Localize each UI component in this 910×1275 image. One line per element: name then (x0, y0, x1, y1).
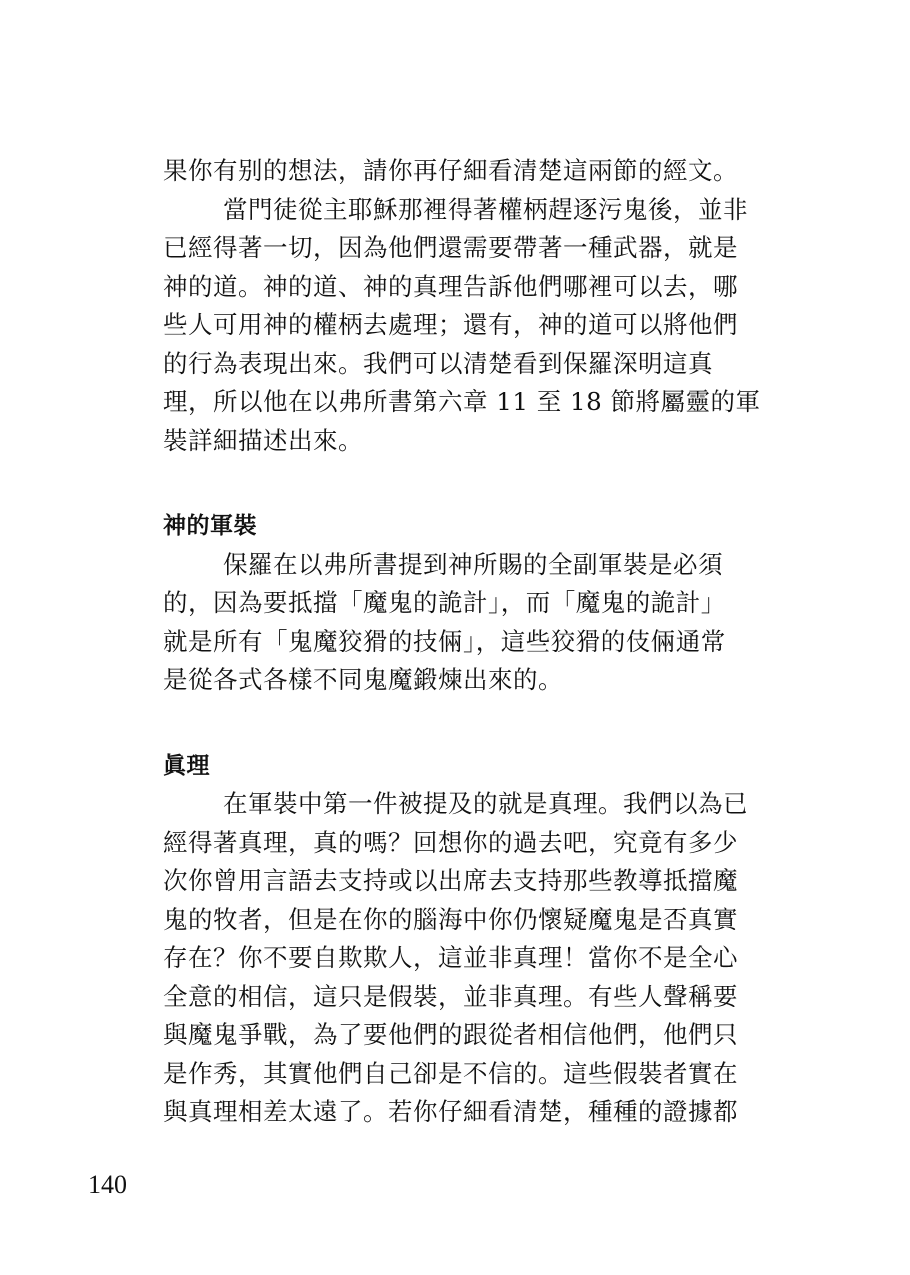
paragraph-line: 經得著真理，真的嗎？回想你的過去吧，究竟有多少 (163, 827, 738, 857)
paragraph-line: 鬼的牧者，但是在你的腦海中你仍懷疑魔鬼是否真實 (163, 904, 738, 934)
paragraph-line: 的，因為要抵擋「魔鬼的詭計」，而「魔鬼的詭計」 (163, 588, 726, 617)
paragraph-line: 理，所以他在以弗所書第六章 11 至 18 節將屬靈的軍 (163, 387, 761, 416)
section-heading-armor: 神的軍裝 (163, 513, 257, 539)
paragraph-line: 全意的相信，這只是假裝，並非真理。有些人聲稱要 (163, 981, 738, 1011)
paragraph-line: 已經得著一切，因為他們還需要帶著一種武器，就是 (163, 233, 738, 262)
paragraph-line: 當門徒從主耶穌那裡得著權柄趕逐污鬼後，並非 (223, 194, 748, 224)
paragraph-line: 與真理相差太遠了。若你仔細看清楚，種種的證據都 (163, 1097, 738, 1126)
section-spacer (163, 700, 753, 747)
section-heading-truth: 眞理 (163, 752, 210, 779)
paragraph-line: 是作秀，其實他們自己卻是不信的。這些假裝者實在 (163, 1058, 738, 1088)
paragraph-line: 存在？你不要自欺欺人，這並非真理！當你不是全心 (163, 943, 738, 972)
page-body (163, 152, 761, 1132)
paragraph-line: 保羅在以弗所書提到神所賜的全副軍裝是必須 (223, 549, 723, 579)
paragraph-line: 的行為表現出來。我們可以清楚看到保羅深明這真 (163, 348, 713, 378)
paragraph-line: 在軍裝中第一件被提及的就是真理。我們以為已 (223, 789, 748, 818)
paragraph-line: 些人可用神的權柄去處理；還有，神的道可以將他們 (163, 310, 738, 339)
paragraph-line: 與魔鬼爭戰，為了要他們的跟從者相信他們，他們只 (163, 1020, 738, 1049)
paragraph-line: 果你有别的想法，請你再仔細看清楚這兩節的經文。 (163, 156, 738, 185)
paragraph-line: 次你曾用言語去支持或以出席去支持那些教導抵擋魔 (163, 866, 738, 895)
page-number: 140 (88, 1170, 127, 1199)
paragraph-line: 裝詳細描述出來。 (163, 425, 363, 455)
paragraph-line: 神的道。神的道、神的真理告訴他們哪裡可以去，哪 (163, 271, 738, 301)
paragraph-line: 是從各式各樣不同鬼魔鍛煉出來的。 (163, 665, 563, 694)
paragraph-line: 就是所有「鬼魔狡猾的技倆」，這些狡猾的伎倆通常 (163, 626, 726, 656)
section-spacer (163, 460, 753, 507)
